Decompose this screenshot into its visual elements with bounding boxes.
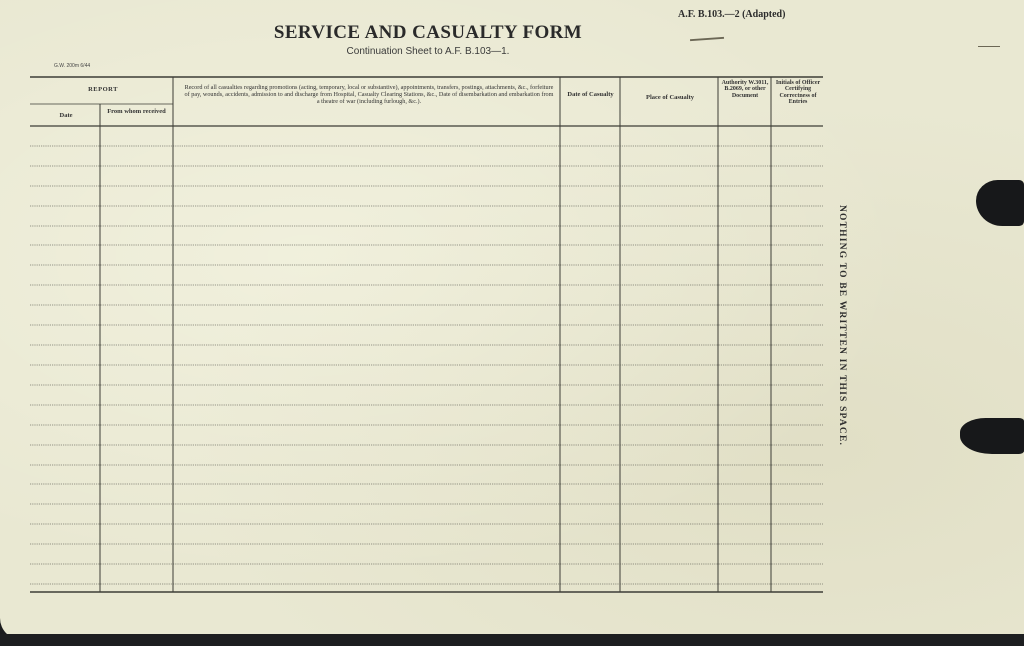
scan-edge: [0, 634, 1024, 646]
ink-mark: [978, 46, 1000, 47]
form-title: SERVICE AND CASUALTY FORM: [273, 22, 583, 43]
initials-column-header: Initials of Officer Certifying Correctness of Entries: [775, 80, 821, 105]
date-column-header: Date: [59, 112, 73, 119]
report-header: REPORT: [88, 86, 118, 93]
form-subtitle: Continuation Sheet to A.F. B.103—1.: [346, 46, 510, 57]
side-note: NOTHING TO BE WRITTEN IN THIS SPACE.: [837, 205, 847, 447]
authority-column-header: Authority W.3011, B.2069, or other Document: [721, 80, 769, 99]
form-reference: A.F. B.103.—2 (Adapted): [678, 9, 786, 20]
place-of-casualty-column-header: Place of Casualty: [645, 94, 695, 101]
print-code: G.W. 200m 6/44: [54, 63, 91, 69]
record-column-header: Record of all casualties regarding promotions (acting, temporary, local or substantive), appointments, transfers, postings, attachments, &c., forfeiture of pay, wounds, accidents, admission to and discharge from Hospital, Casualty Clearing Stations, &c., Date of disembarkation and embarkation from a theatre of war (including furlough, &c.).: [184, 84, 554, 105]
binder-hole-bottom: [960, 418, 1024, 454]
date-of-casualty-column-header: Date of Casualty: [567, 91, 614, 98]
from-whom-column-header: From whom received: [107, 108, 166, 115]
